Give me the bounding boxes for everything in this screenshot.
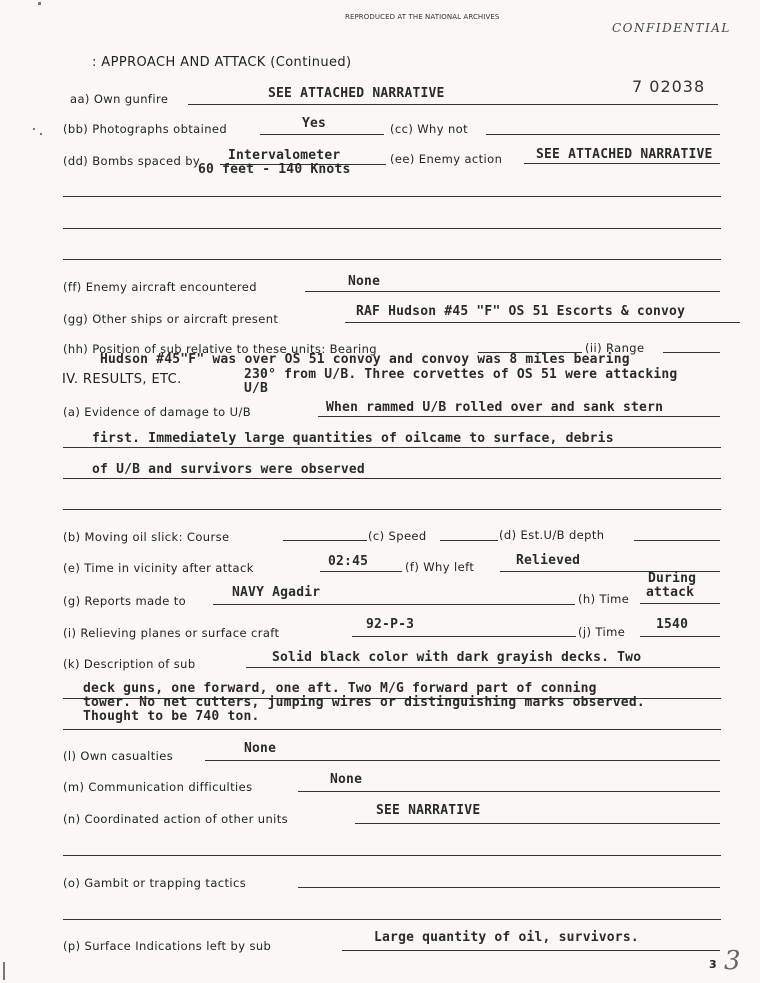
label-enemy-action: (ee) Enemy action: [390, 152, 503, 166]
value-enemy-aircraft: None: [348, 274, 381, 289]
fill-line: [260, 134, 384, 135]
blank-line: [63, 196, 721, 197]
value-sub-position-2: 230° from U/B. Three corvettes of OS 51 were attacking: [244, 367, 678, 382]
fill-line: [342, 950, 720, 951]
fill-line: [634, 540, 720, 541]
margin-speck: [38, 2, 41, 5]
label-speed: (c) Speed: [368, 529, 427, 543]
label-other-ships: (gg) Other ships or aircraft present: [63, 312, 279, 326]
label-own-gunfire: aa) Own gunfire: [70, 92, 169, 106]
value-photographs-obtained: Yes: [302, 116, 327, 131]
label-relief-time: (j) Time: [578, 625, 626, 639]
value-own-casualties: None: [244, 741, 277, 756]
fill-line: [640, 636, 720, 637]
label-why-left: (f) Why left: [405, 560, 475, 574]
fill-line: [440, 540, 498, 541]
fill-line: [188, 104, 718, 105]
value-sub-description-2: deck guns, one forward, one aft. Two M/G forward part of conning: [83, 681, 597, 696]
value-surface-indications: Large quantity of oil, survivors.: [374, 930, 639, 945]
value-own-gunfire: SEE ATTACHED NARRATIVE: [268, 86, 445, 101]
value-time-in-vicinity: 02:45: [328, 554, 369, 569]
value-damage-evidence-3: of U/B and survivors were observed: [92, 462, 365, 477]
value-other-ships: RAF Hudson #45 "F" OS 51 Escorts & convoy: [356, 304, 686, 319]
fill-line: [524, 163, 720, 164]
label-own-casualties: (l) Own casualties: [63, 749, 174, 763]
label-photographs-obtained: (bb) Photographs obtained: [63, 122, 228, 136]
label-surface-indications: (p) Surface Indications left by sub: [63, 939, 272, 953]
blank-line: [63, 509, 721, 510]
archive-stamp: REPRODUCED AT THE NATIONAL ARCHIVES: [345, 13, 500, 21]
fill-line: [355, 823, 720, 824]
value-bombs-spaced: Intervalometer: [228, 148, 341, 163]
value-enemy-action: SEE ATTACHED NARRATIVE: [536, 147, 713, 162]
classification-mark: CONFIDENTIAL: [612, 21, 731, 35]
label-sub-position: (hh) Position of sub relative to these units: Bearing: [63, 342, 377, 356]
fill-line: [298, 791, 720, 792]
fill-line: [283, 540, 367, 541]
value-sub-description-4: Thought to be 740 ton.: [83, 709, 260, 724]
label-damage-evidence: (a) Evidence of damage to U/B: [63, 405, 252, 419]
page-number: 3: [709, 958, 718, 971]
margin-speck: [33, 128, 35, 130]
fill-line: [205, 760, 720, 761]
fill-line: [640, 603, 720, 604]
fill-line: [318, 416, 720, 417]
label-reports-made-to: (g) Reports made to: [63, 594, 187, 608]
label-bombs-spaced: (dd) Bombs spaced by: [63, 154, 201, 168]
section-title-approach: : APPROACH AND ATTACK (Continued): [92, 55, 352, 70]
label-coordinated-action: (n) Coordinated action of other units: [63, 812, 289, 826]
value-report-time-2: attack: [646, 585, 695, 600]
value-damage-evidence-2: first. Immediately large quantities of oilcame to surface, debris: [92, 431, 614, 446]
fill-line: [298, 887, 720, 888]
label-enemy-aircraft: (ff) Enemy aircraft encountered: [63, 280, 257, 294]
value-reports-made-to: NAVY Agadir: [232, 585, 321, 600]
label-relieving-craft: (i) Relieving planes or surface craft: [63, 626, 280, 640]
value-sub-description-3: tower. No net cutters, jumping wires or distinguishing marks observed.: [83, 695, 645, 710]
fill-line: [63, 447, 721, 448]
label-gambit-tactics: (o) Gambit or trapping tactics: [63, 876, 247, 890]
fill-line: [320, 571, 402, 572]
value-communication-difficulties: None: [330, 772, 363, 787]
fill-line: [213, 604, 575, 605]
value-report-time-1: During: [648, 571, 697, 586]
serial-number: 7 02038: [632, 77, 706, 96]
blank-line: [63, 259, 721, 260]
fill-line: [345, 322, 740, 323]
value-sub-position-3: U/B: [244, 381, 269, 396]
label-ub-depth: (d) Est.U/B depth: [499, 528, 605, 542]
value-damage-evidence-1: When rammed U/B rolled over and sank stern: [326, 400, 664, 415]
label-sub-description: (k) Description of sub: [63, 657, 196, 671]
section-title-results: IV. RESULTS, ETC.: [62, 372, 182, 387]
fill-line: [663, 352, 720, 353]
fill-line: [63, 478, 721, 479]
blank-line: [63, 228, 721, 229]
margin-edge-mark: [3, 962, 5, 980]
label-oil-slick-course: (b) Moving oil slick: Course: [63, 530, 230, 544]
blank-line: [63, 919, 721, 920]
fill-line: [305, 291, 720, 292]
label-communication-difficulties: (m) Communication difficulties: [63, 780, 253, 794]
label-why-not: (cc) Why not: [390, 122, 469, 136]
value-sub-position-1: Hudson #45"F" was over OS 51 convoy and convoy was 8 miles bearing: [100, 352, 630, 367]
value-coordinated-action: SEE NARRATIVE: [376, 803, 481, 818]
margin-speck: [40, 133, 42, 135]
value-relief-time: 1540: [656, 617, 689, 632]
fill-line: [352, 636, 576, 637]
page-number-handwritten: 3: [724, 946, 741, 976]
fill-line: [63, 729, 721, 730]
value-why-left: Relieved: [516, 553, 581, 568]
value-bombs-spaced-detail: 60 feet - 140 Knots: [198, 162, 351, 177]
label-time-in-vicinity: (e) Time in vicinity after attack: [63, 561, 254, 575]
value-relieving-craft: 92-P-3: [366, 617, 415, 632]
fill-line: [246, 667, 720, 668]
blank-line: [63, 855, 721, 856]
label-range: (ii) Range: [585, 341, 645, 355]
value-sub-description-1: Solid black color with dark grayish decks. Two: [272, 650, 642, 665]
fill-line: [486, 134, 720, 135]
label-report-time: (h) Time: [578, 592, 630, 606]
